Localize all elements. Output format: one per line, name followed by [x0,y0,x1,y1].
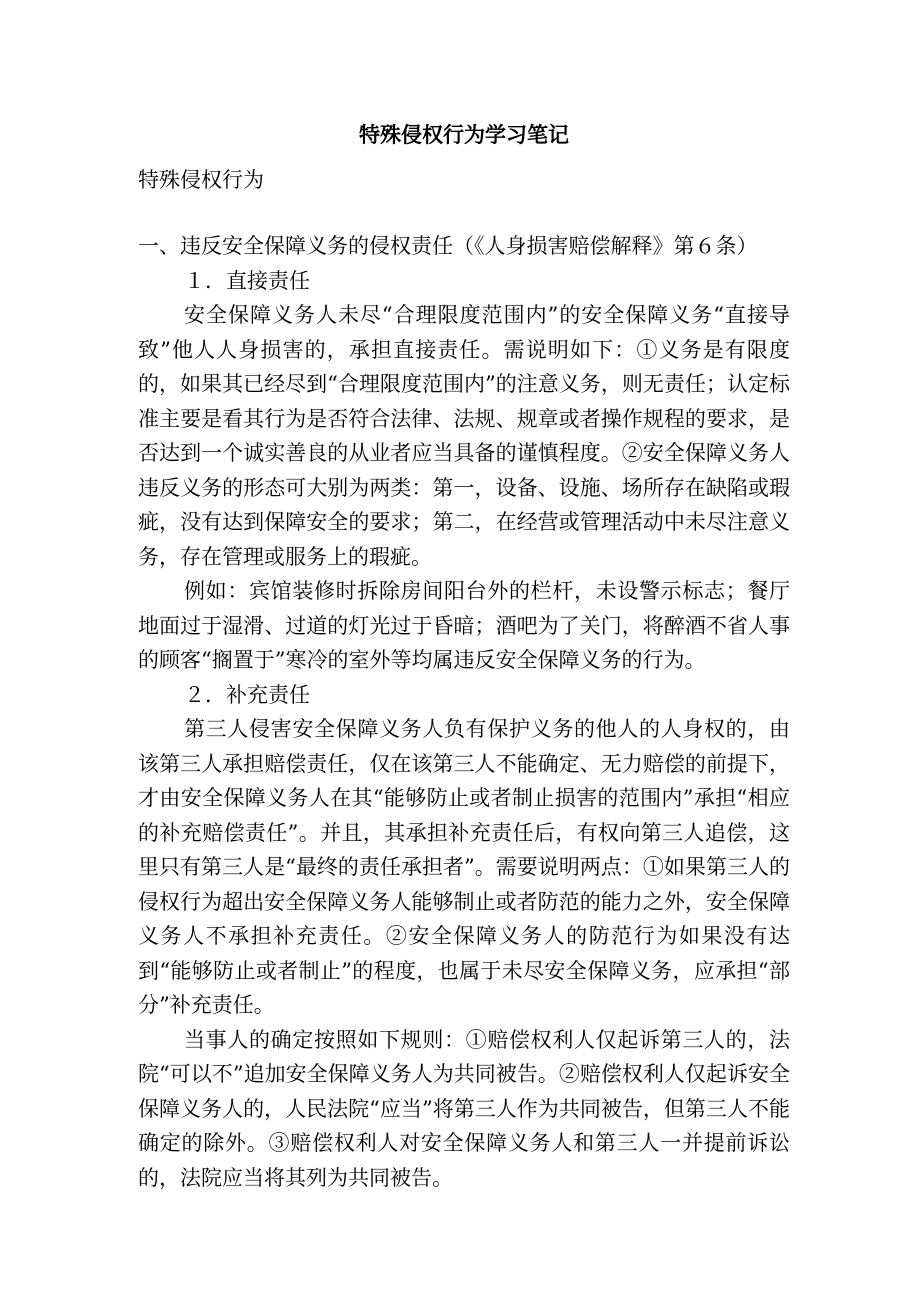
subsection-heading-supplementary-liability: ２．补充责任 [184,682,310,707]
section-heading-1: 一、违反安全保障义务的侵权责任（《人身损害赔偿解释》第６条） [138,234,758,258]
document-body [138,229,790,1195]
document-subtitle: 特殊侵权行为 [138,168,264,192]
paragraph-supplementary-liability: 第三人侵害安全保障义务人负有保护义务的他人的人身权的，由该第三人承担赔偿责任，仅在该第三人不能确定、无力赔偿的前提下，才由安全保障义务人在其“能够防止或者制止损害的范围内”承担“相应的补充赔偿责任”。并且，其承担补充责任后，有权向第三人追偿，这里只有第三人是“最终的责任承担者”。需要说明两点：①如果第三人的侵权行为超出安全保障义务人能够制止或者防范的能力之外，安全保障义务人不承担补充责任。②安全保障义务人的防范行为如果没有达到“能够防止或者制止”的程度，也属于未尽安全保障义务，应承担“部分”补充责任。 [138,717,790,1017]
document-title: 特殊侵权行为学习笔记 [359,122,569,147]
paragraph-examples: 例如：宾馆装修时拆除房间阳台外的栏杆，未设警示标志；餐厅地面过于湿滑、过道的灯光过于昏暗；酒吧为了关门，将醉酒不省人事的顾客“搁置于”寒冷的室外等均属违反安全保障义务的行为。 [138,579,790,672]
paragraph-parties-rules: 当事人的确定按照如下规则：①赔偿权利人仅起诉第三人的，法院“可以不”追加安全保障义务人为共同被告。②赔偿权利人仅起诉安全保障义务人的，人民法院“应当”将第三人作为共同被告，但第三人不能确定的除外。③赔偿权利人对安全保障义务人和第三人一并提前诉讼的，法院应当将其列为共同被告。 [138,1027,790,1190]
paragraph-direct-liability: 安全保障义务人未尽“合理限度范围内”的安全保障义务“直接导致”他人人身损害的，承担直接责任。需说明如下：①义务是有限度的，如果其已经尽到“合理限度范围内”的注意义务，则无责任；认定标准主要是看其行为是否符合法律、法规、规章或者操作规程的要求，是否达到一个诚实善良的从业者应当具备的谨慎程度。②安全保障义务人违反义务的形态可大别为两类：第一，设备、设施、场所存在缺陷或瑕疵，没有达到保障安全的要求；第二，在经营或管理活动中未尽注意义务，存在管理或服务上的瑕疵。 [138,303,790,569]
subsection-heading-direct-liability: １．直接责任 [184,268,310,293]
